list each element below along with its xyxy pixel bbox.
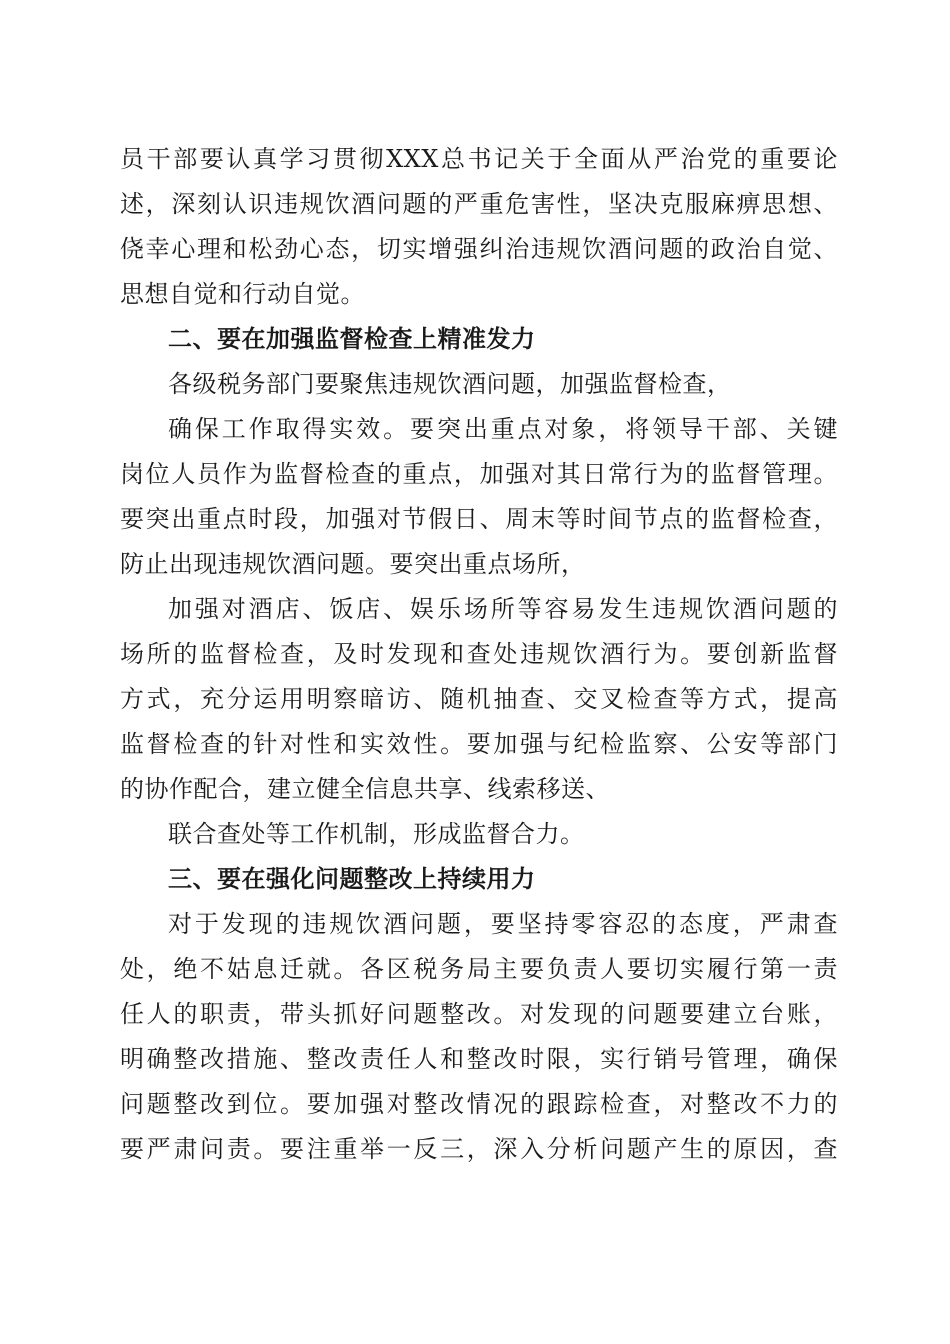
text-line: 明确整改措施、整改责任人和整改时限，实行销号管理，确保	[120, 1045, 838, 1073]
text-line: 要严肃问责。要注重举一反三，深入分析问题产生的原因，查	[120, 1135, 838, 1163]
text-line: 防止出现违规饮酒问题。要突出重点场所，	[120, 550, 586, 578]
text-line: 要突出重点时段，加强对节假日、周末等时间节点的监督检查，	[120, 505, 838, 533]
section-heading-3: 三、要在强化问题整改上持续用力	[168, 865, 536, 893]
text-line: 侥幸心理和松劲心态，切实增强纠治违规饮酒问题的政治自觉、	[120, 235, 838, 263]
text-line: 任人的职责，带头抓好问题整改。对发现的问题要建立台账，	[120, 1000, 838, 1028]
text-line: 方式，充分运用明察暗访、随机抽查、交叉检查等方式，提高	[120, 685, 838, 713]
text-line: 述，深刻认识违规饮酒问题的严重危害性，坚决克服麻痹思想、	[120, 190, 838, 218]
text-line: 场所的监督检查，及时发现和查处违规饮酒行为。要创新监督	[120, 640, 838, 668]
text-line: 的协作配合，建立健全信息共享、线索移送、	[120, 775, 610, 803]
text-line: 员干部要认真学习贯彻XXX总书记关于全面从严治党的重要论	[120, 145, 838, 173]
text-line: 处，绝不姑息迁就。各区税务局主要负责人要切实履行第一责	[120, 955, 838, 983]
text-line: 确保工作取得实效。要突出重点对象，将领导干部、关键	[168, 415, 838, 443]
text-line: 各级税务部门要聚焦违规饮酒问题，加强监督检查，	[168, 370, 732, 398]
section-heading-2: 二、要在加强监督检查上精准发力	[168, 325, 536, 353]
text-line: 加强对酒店、饭店、娱乐场所等容易发生违规饮酒问题的	[168, 595, 838, 623]
text-line: 问题整改到位。要加强对整改情况的跟踪检查，对整改不力的	[120, 1090, 838, 1118]
text-line: 联合查处等工作机制，形成监督合力。	[168, 820, 585, 848]
text-line: 岗位人员作为监督检查的重点，加强对其日常行为的监督管理。	[120, 460, 838, 488]
text-line: 监督检查的针对性和实效性。要加强与纪检监察、公安等部门	[120, 730, 838, 758]
text-line: 对于发现的违规饮酒问题，要坚持零容忍的态度，严肃查	[168, 910, 838, 938]
text-line: 思想自觉和行动自觉。	[120, 280, 365, 308]
